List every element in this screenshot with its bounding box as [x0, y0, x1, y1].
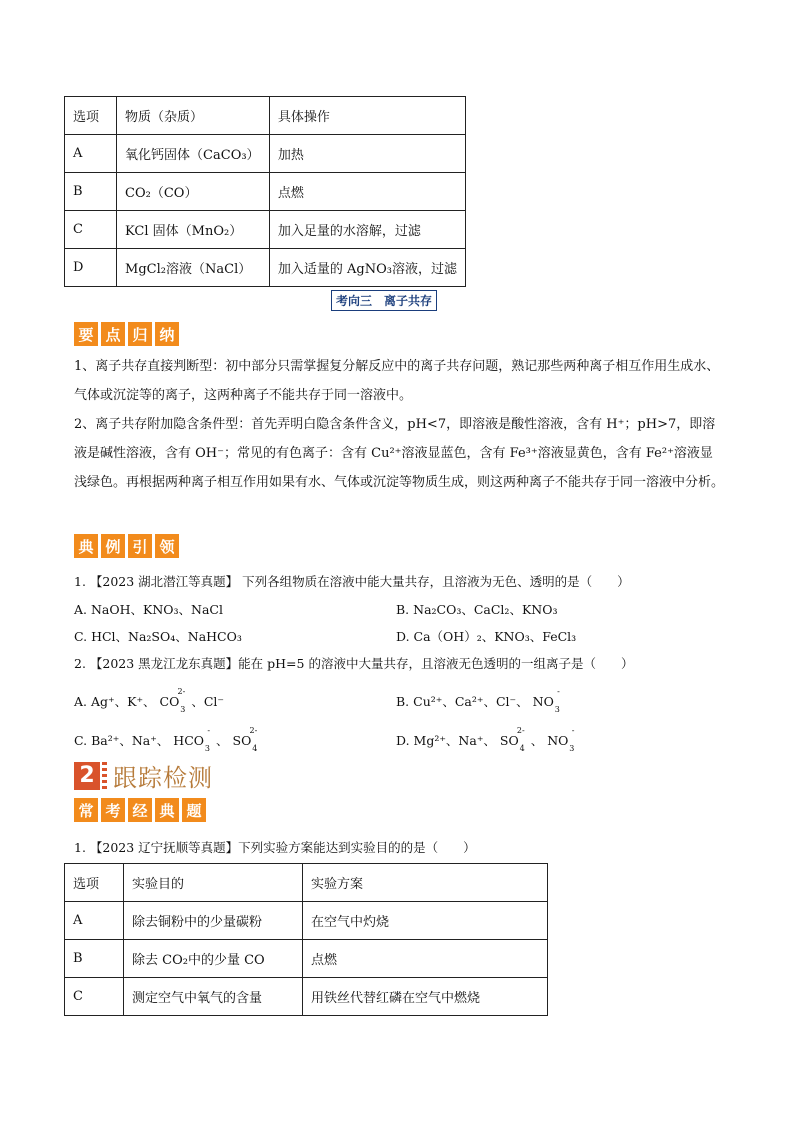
badge-char: 领: [155, 534, 179, 558]
table-header-row: [65, 97, 466, 135]
question-2-option-a: [74, 687, 224, 714]
ion-charge: 2-: [177, 687, 186, 696]
badge-char: 题: [182, 798, 206, 822]
table-header-cell: 实验方案: [303, 864, 548, 902]
table-row: [65, 249, 466, 287]
option-text: A. Ag⁺、K⁺、: [74, 694, 156, 709]
badge-char: 典: [74, 534, 98, 558]
tracking-badge-row: [74, 798, 206, 822]
question-2-option-b: [396, 687, 560, 714]
ion-base: NO: [532, 694, 554, 709]
section-stripes-icon: [102, 762, 107, 790]
table-cell: B: [65, 940, 124, 978]
ion-charge: 2-: [516, 726, 525, 735]
ion-base: HCO: [173, 733, 205, 748]
badge-char: 考: [101, 798, 125, 822]
ion-formula: [532, 687, 560, 714]
direction-label: 考向三 离子共存: [331, 290, 437, 311]
table-cell: 除去 CO₂中的少量 CO: [124, 940, 303, 978]
summary-paragraph-1: 1、离子共存直接判断型：初中部分只需掌握复分解反应中的离子共存问题，熟记那些两种离子相互作用生成水、气体或沉淀等的离子，这两种离子不能共存于同一溶液中。: [74, 359, 720, 403]
badge-char: 纳: [155, 322, 179, 346]
ion-subscript: 4: [519, 744, 525, 753]
table-row: [65, 978, 548, 1016]
question-1-option-a: A. NaOH、KNO₃、NaCl: [74, 602, 223, 617]
table-cell: 氧化钙固体（CaCO₃）: [117, 135, 270, 173]
table-header-cell: 选项: [65, 97, 117, 135]
question-2-option-d: [396, 726, 575, 753]
ion-formula: [499, 726, 525, 753]
option-text: 、: [216, 733, 229, 748]
table-cell: C: [65, 978, 124, 1016]
ion-subscript: 3: [204, 744, 211, 753]
question-1-option-d: D. Ca（OH）₂、KNO₃、FeCl₃: [396, 629, 577, 644]
table-cell: 除去铜粉中的少量碳粉: [124, 902, 303, 940]
table-row: [65, 940, 548, 978]
ion-charge: -: [557, 687, 560, 696]
table-cell: KCl 固体（MnO₂）: [117, 211, 270, 249]
table-header-cell: 具体操作: [269, 97, 465, 135]
table-header-cell: 物质（杂质）: [117, 97, 270, 135]
table-cell: 加入足量的水溶解，过滤: [269, 211, 465, 249]
ion-subscript: 3: [554, 705, 560, 714]
table-header-cell: 实验目的: [124, 864, 303, 902]
badge-char: 要: [74, 322, 98, 346]
table-cell: 加热: [269, 135, 465, 173]
table-row: [65, 173, 466, 211]
badge-char: 经: [128, 798, 152, 822]
ion-subscript: 3: [569, 744, 575, 753]
ion-subscript: 3: [180, 705, 186, 714]
table-impurity-removal: [64, 96, 466, 287]
badge-char: 典: [155, 798, 179, 822]
question-1-option-c: C. HCl、Na₂SO₄、NaHCO₃: [74, 629, 242, 644]
question-2-option-c: [74, 726, 258, 753]
table-cell: D: [65, 249, 117, 287]
ion-charge: 2-: [249, 726, 258, 735]
ion-base: CO: [159, 694, 180, 709]
option-text: B. Cu²⁺、Ca²⁺、Cl⁻、: [396, 694, 529, 709]
table-header-row: [65, 864, 548, 902]
table-row: [65, 135, 466, 173]
question-1-option-b: B. Na₂CO₃、CaCl₂、KNO₃: [396, 602, 558, 617]
table-cell: CO₂（CO）: [117, 173, 270, 211]
table-cell: 点燃: [303, 940, 548, 978]
tracking-question-1-stem: 1. 【2023 辽宁抚顺等真题】下列实验方案能达到实验目的的是（ ）: [74, 840, 476, 855]
ion-base: SO: [232, 733, 252, 748]
option-text: 、: [530, 733, 544, 748]
table-header-cell: 选项: [65, 864, 124, 902]
table-cell: A: [65, 902, 124, 940]
ion-base: SO: [499, 733, 519, 748]
table-cell: 加入适量的 AgNO₃溶液，过滤: [269, 249, 465, 287]
option-text: C. Ba²⁺、Na⁺、: [74, 733, 170, 748]
summary-paragraph-2: 2、离子共存附加隐含条件型：首先弄明白隐含条件含义，pH<7，即溶液是酸性溶液，含有 H⁺；pH>7，即溶液是碱性溶液，含有 OH⁻；常见的有色离子：含有 Cu²⁺溶液显蓝色，含有 Fe³⁺溶液显黄色，含有 Fe²⁺溶液显浅绿色。再根据两种离子相互作用如果有水、气体或沉淀等物质生成，则这两种离子不能共存于同一溶液中分析。: [74, 417, 725, 490]
section-2-heading: [74, 758, 213, 793]
examples-badge-row: [74, 534, 179, 558]
table-cell: 测定空气中氧气的含量: [124, 978, 303, 1016]
badge-char: 常: [74, 798, 98, 822]
badge-char: 归: [128, 322, 152, 346]
option-text: 、Cl⁻: [191, 694, 224, 709]
ion-formula: [547, 726, 575, 753]
table-row: [65, 211, 466, 249]
section-number: 2: [74, 762, 100, 790]
ion-formula: [232, 726, 258, 753]
question-1-stem: 1. 【2023 湖北潜江等真题】 下列各组物质在溶液中能大量共存，且溶液为无色、透明的是（ ）: [74, 574, 630, 589]
ion-base: NO: [547, 733, 569, 748]
ion-subscript: 4: [252, 744, 258, 753]
option-text: D. Mg²⁺、Na⁺、: [396, 733, 496, 748]
table-cell: 点燃: [269, 173, 465, 211]
section-title: 跟踪检测: [113, 764, 213, 792]
badge-char: 点: [101, 322, 125, 346]
ion-formula: [173, 726, 211, 753]
table-cell: MgCl₂溶液（NaCl）: [117, 249, 270, 287]
ion-formula: [159, 687, 186, 714]
table-cell: 用铁丝代替红磷在空气中燃烧: [303, 978, 548, 1016]
question-2-stem: 2. 【2023 黑龙江龙东真题】能在 pH=5 的溶液中大量共存，且溶液无色透明的一组离子是（ ）: [74, 656, 634, 671]
table-cell: C: [65, 211, 117, 249]
badge-char: 例: [101, 534, 125, 558]
table-cell: B: [65, 173, 117, 211]
table-experiment-plans: [64, 863, 548, 1016]
table-cell: 在空气中灼烧: [303, 902, 548, 940]
table-cell: A: [65, 135, 117, 173]
table-row: [65, 902, 548, 940]
ion-charge: -: [571, 726, 575, 735]
badge-char: 引: [128, 534, 152, 558]
summary-badge-row: [74, 322, 179, 346]
ion-charge: -: [207, 726, 211, 735]
